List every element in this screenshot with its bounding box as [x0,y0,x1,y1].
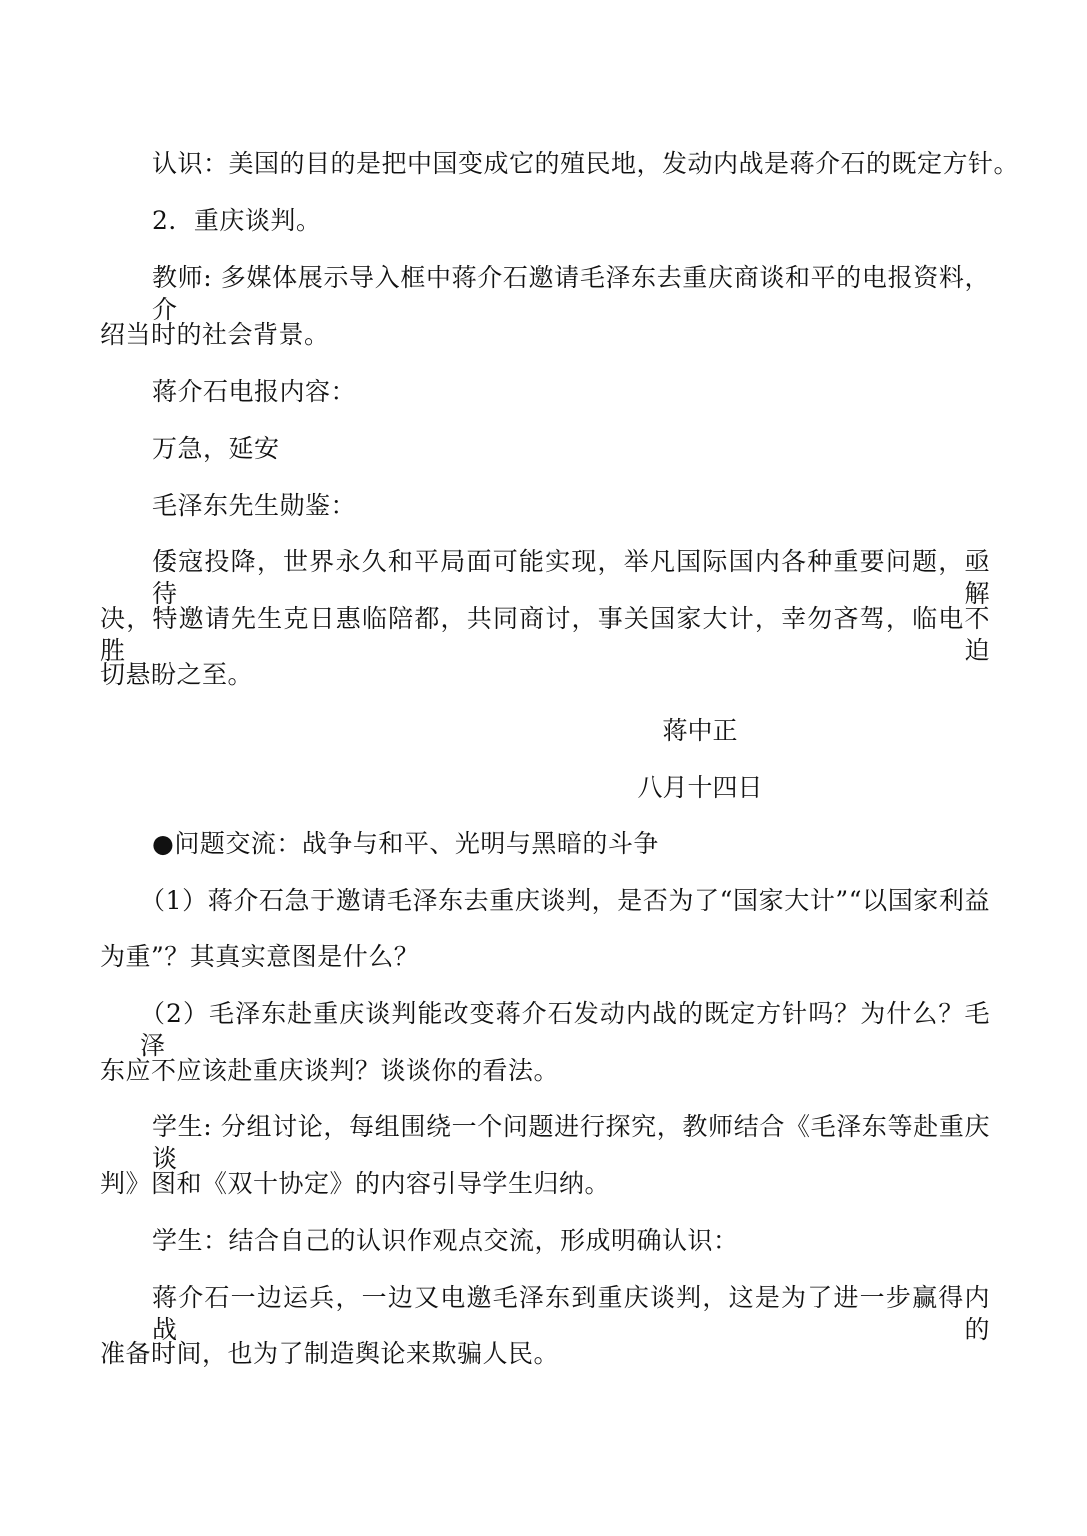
telegram-urgent: 万急，延安 [152,434,280,463]
teacher-paragraph-line-2: 绍当时的社会背景。 [100,320,330,349]
telegram-body-line-2: 决，特邀请先生克日惠临陪都，共同商讨，事关国家大计，幸勿吝驾，临电不胜迫 [100,604,990,665]
question-2-line-1: （2）毛泽东赴重庆谈判能改变蒋介石发动内战的既定方针吗？为什么？毛泽 [140,999,990,1060]
signature-date: 八月十四日 [637,773,763,802]
student-exchange-paragraph: 学生：结合自己的认识作观点交流，形成明确认识： [152,1226,739,1255]
question-2-line-2: 东应不应该赴重庆谈判？谈谈你的看法。 [100,1056,560,1085]
conclusion-line-1: 蒋介石一边运兵，一边又电邀毛泽东到重庆谈判，这是为了进一步赢得内战的 [152,1283,990,1344]
question-1-line-2: 为重”？其真实意图是什么？ [100,942,420,971]
telegram-salutation: 毛泽东先生勋鉴： [152,491,357,520]
question-1-line-1: （1）蒋介石急于邀请毛泽东去重庆谈判，是否为了“国家大计”“以国家利益 [140,886,990,915]
student-discussion-line-1: 学生: 分组讨论，每组围绕一个问题进行探究，教师结合《毛泽东等赴重庆谈 [152,1112,990,1173]
question-heading: ●问题交流：战争与和平、光明与黑暗的斗争 [152,829,659,858]
teacher-paragraph-line-1: 教师: 多媒体展示导入框中蒋介石邀请毛泽东去重庆商谈和平的电报资料，介 [152,263,990,324]
telegram-body-line-3: 切悬盼之至。 [100,660,254,689]
telegram-label: 蒋介石电报内容： [152,377,357,406]
recognition-paragraph: 认识：美国的目的是把中国变成它的殖民地，发动内战是蒋介石的既定方针。 [152,149,1020,178]
signature-name: 蒋中正 [662,716,738,745]
telegram-body-line-1: 倭寇投降，世界永久和平局面可能实现，举凡国际国内各种重要问题，亟待解 [152,547,990,608]
conclusion-line-2: 准备时间，也为了制造舆论来欺骗人民。 [100,1339,560,1368]
student-discussion-line-2: 判》图和《双十协定》的内容引导学生归纳。 [100,1169,611,1198]
section-heading: 2．重庆谈判。 [152,206,322,235]
